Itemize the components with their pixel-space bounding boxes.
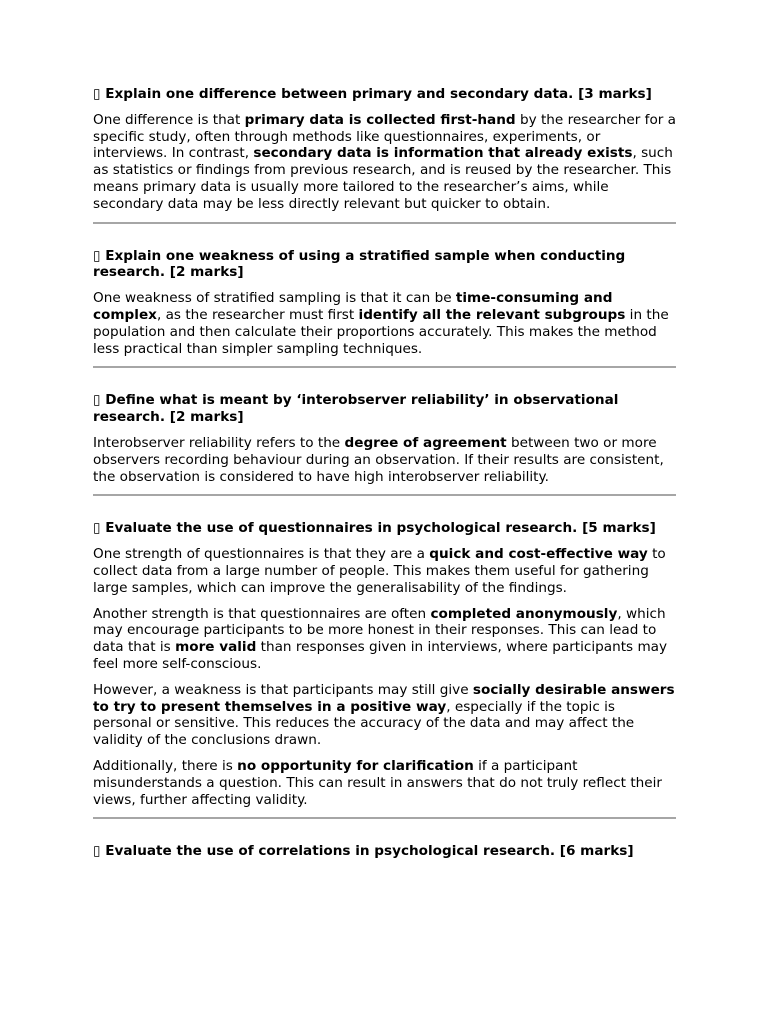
body-text: if a participant misunderstands a question. This can result in answers that do not truly reflect their views, further affecting validity. <box>93 757 662 808</box>
answer-paragraph <box>93 606 676 673</box>
question-section <box>93 392 676 485</box>
question-marker-icon: ▯ <box>93 86 101 102</box>
section-spacer <box>93 224 676 248</box>
answer-paragraph <box>93 435 676 485</box>
body-text: , which may encourage participants to be more honest in their responses. This can lead to data that is <box>93 605 666 656</box>
question-section <box>93 86 676 213</box>
question-marker-icon: ▯ <box>93 843 101 860</box>
body-text: One strength of questionnaires is that they are a <box>93 546 430 563</box>
emphasis-text: more valid <box>175 639 257 656</box>
body-text: than responses given in interviews, where participants may feel more self-conscious. <box>93 639 668 672</box>
question-title-text: Explain one weakness of using a stratified sample when conducting research. [2 marks] <box>93 247 626 281</box>
answer-paragraph <box>93 112 676 213</box>
question-marker-icon: ▯ <box>93 392 101 409</box>
section-spacer <box>93 819 676 843</box>
question-title-text: Evaluate the use of correlations in psychological research. [6 marks] <box>105 843 634 860</box>
emphasis-text: no opportunity for clarification <box>237 757 474 774</box>
emphasis-text: quick and cost-effective way <box>429 546 648 563</box>
body-text: Another strength is that questionnaires are often <box>93 605 431 622</box>
body-text: Additionally, there is <box>93 757 238 774</box>
question-title-text: Explain one difference between primary and secondary data. [3 marks] <box>105 86 652 102</box>
document-content <box>93 86 676 869</box>
body-text: , such as statistics or findings from previous research, and is reused by the researcher. This means primary data is usually more tailored to the researcher’s aims, while secondary data may be less directly relevant but quicker to obtain. <box>93 145 673 212</box>
question-marker-icon: ▯ <box>93 520 101 537</box>
body-text: , as the researcher must first <box>156 306 359 323</box>
emphasis-text: time-consuming and complex <box>93 290 613 323</box>
emphasis-text: completed anonymously <box>430 605 618 622</box>
question-marker-icon: ▯ <box>93 247 101 264</box>
question-title-text: Evaluate the use of questionnaires in psychological research. [5 marks] <box>105 520 656 537</box>
emphasis-text: identify all the relevant subgroups <box>358 306 626 323</box>
question-heading <box>93 248 676 282</box>
question-section <box>93 520 676 808</box>
answer-paragraph <box>93 290 676 357</box>
question-heading <box>93 392 676 426</box>
body-text: between two or more observers recording behaviour during an observation. If their results are consistent, the observation is considered to have high interobserver reliability. <box>93 434 664 485</box>
question-heading <box>93 86 676 103</box>
section-spacer <box>93 368 676 392</box>
question-section <box>93 843 676 860</box>
emphasis-text: secondary data is information that already exists <box>253 145 633 162</box>
body-text: , especially if the topic is personal or sensitive. This reduces the accuracy of the data and may affect the validity of the conclusions drawn. <box>93 698 635 749</box>
body-text: One difference is that <box>93 111 245 128</box>
body-text: to collect data from a large number of people. This makes them useful for gathering large samples, which can improve the generalisability of the findings. <box>93 546 666 596</box>
question-heading <box>93 843 676 860</box>
body-text: Interobserver reliability refers to the <box>93 434 345 451</box>
answer-paragraph <box>93 546 676 596</box>
body-text: One weakness of stratified sampling is that it can be <box>93 290 456 307</box>
body-text: However, a weakness is that participants may still give <box>93 681 473 698</box>
answer-paragraph <box>93 758 676 808</box>
question-title-text: Define what is meant by ‘interobserver reliability’ in observational research. [2 marks] <box>93 392 619 426</box>
answer-paragraph <box>93 682 676 749</box>
body-text: in the population and then calculate their proportions accurately. This makes the method less practical than simpler sampling techniques. <box>93 306 669 357</box>
section-spacer <box>93 496 676 520</box>
emphasis-text: primary data is collected first-hand <box>244 111 516 128</box>
body-text: by the researcher for a specific study, often through methods like questionnaires, experiments, or interviews. In contrast, <box>93 111 677 162</box>
question-heading <box>93 520 676 537</box>
emphasis-text: socially desirable answers to try to present themselves in a positive way <box>93 681 675 715</box>
emphasis-text: degree of agreement <box>344 434 507 451</box>
question-section <box>93 248 676 358</box>
